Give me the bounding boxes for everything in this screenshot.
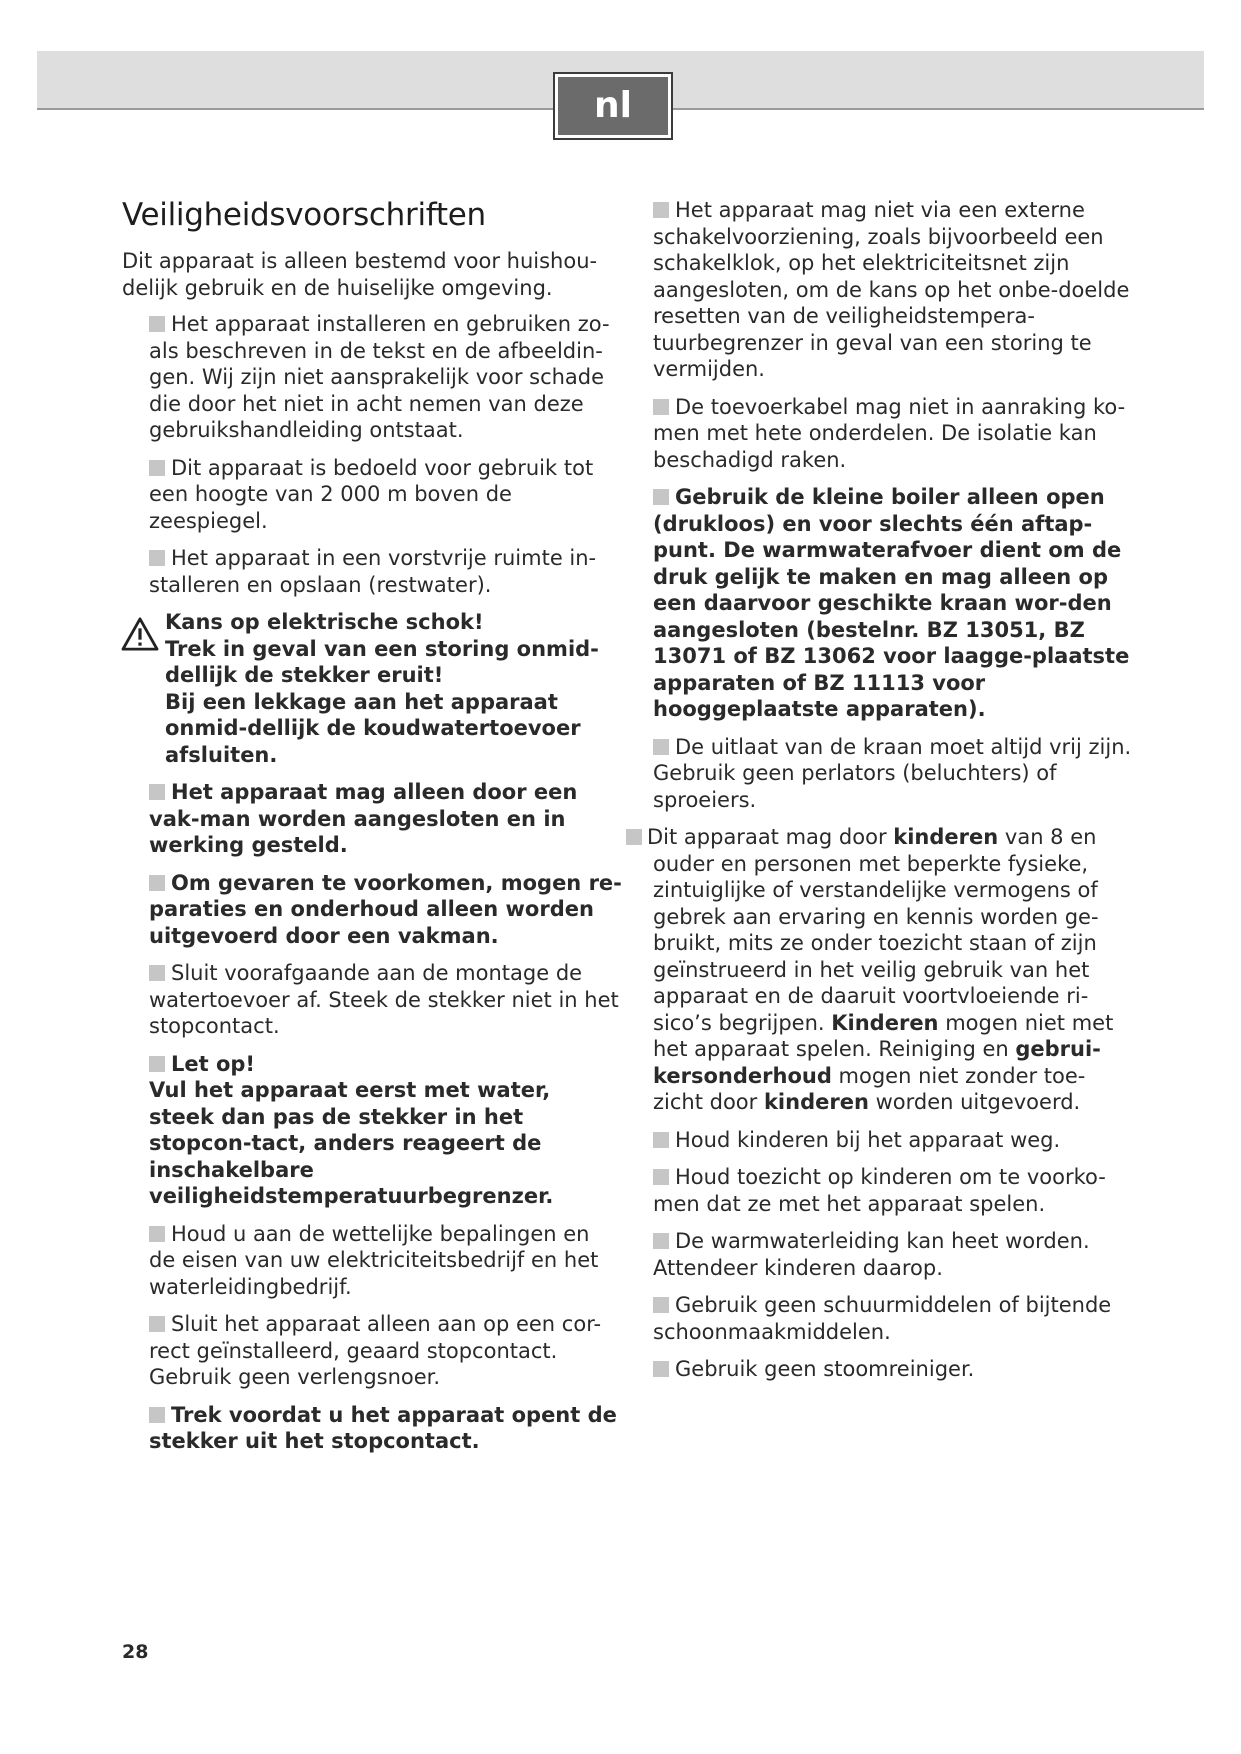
bullet-square-icon <box>149 784 165 800</box>
warning-line-2: Trek in geval van een storing onmid-dellijk de stekker eruit! <box>165 636 599 687</box>
let-op-heading: Let op! <box>171 1051 256 1076</box>
let-op-text: Vul het apparaat eerst met water, steek dan pas de stekker in het stopcon-tact, anders reageert de inschakelbare veiligheidstemperatuurbegrenzer. <box>149 1078 554 1208</box>
right-column <box>647 197 1133 1394</box>
bullet-square-icon <box>626 829 642 845</box>
warning-line-1: Kans op elektrische schok! <box>165 610 484 634</box>
page-title: Veiligheidsvoorschriften <box>122 197 486 233</box>
bullet-square-icon <box>653 399 669 415</box>
bullet-square-icon <box>149 1056 165 1072</box>
list-item: Gebruik geen schuurmiddelen of bijtende schoonmaakmiddelen. <box>653 1293 1112 1344</box>
bullet-square-icon <box>653 1169 669 1185</box>
list-item: Het apparaat mag alleen door een vak-man worden aangesloten en in werking gesteld. <box>149 780 578 857</box>
list-item: Het apparaat mag niet via een externe schakelvoorziening, zoals bijvoorbeeld een schakelklok, op het elektriciteitsnet zijn aangesloten, om de kans op het onbe-doelde resetten van de veiligheidstempera-tuurbegrenzer in geval van een storing te vermijden. <box>653 198 1130 381</box>
bullet-square-icon <box>653 1361 669 1377</box>
bullet-square-icon <box>653 489 669 505</box>
list-item: De toevoerkabel mag niet in aanraking ko-men met hete onderdelen. De isolatie kan beschadigd raken. <box>653 394 1126 472</box>
intro-text: Dit apparaat is alleen bestemd voor huishou-delijk gebruik en de huiselijke omgeving. <box>122 249 598 300</box>
list-item: Gebruik de kleine boiler alleen open (drukloos) en voor slechts één aftap-punt. De warmwaterafvoer dient om de druk gelijk te maken en mag alleen op een daarvoor geschikte kraan wor-den aangesloten (bestelnr. BZ 13051, BZ 13071 of BZ 13062 voor laagge-plaatste apparaten of BZ 11113 voor hooggeplaatste apparaten). <box>653 485 1130 721</box>
list-item: De warmwaterleiding kan heet worden. Attendeer kinderen daarop. <box>653 1229 1090 1280</box>
list-item: Dit apparaat is bedoeld voor gebruik tot een hoogte van 2 000 m boven de zeespiegel. <box>149 455 594 533</box>
list-item: Om gevaren te voorkomen, mogen re-paraties en onderhoud alleen worden uitgevoerd door een vakman. <box>149 870 622 948</box>
bullet-square-icon <box>149 965 165 981</box>
list-item: Houd u aan de wettelijke bepalingen en de eisen van uw elektriciteitsbedrijf en het waterleidingbedrijf. <box>149 1221 599 1299</box>
bullet-square-icon <box>653 739 669 755</box>
bullet-square-icon <box>653 1297 669 1313</box>
let-op-notice <box>149 1051 622 1210</box>
list-item: Het apparaat installeren en gebruiken zo-als beschreven in de tekst en de afbeeldin-gen. Wij zijn niet aansprakelijk voor schade die door het niet in acht nemen van deze gebruikshandleiding ontstaat. <box>149 312 610 442</box>
bullet-square-icon <box>149 1226 165 1242</box>
children-paragraph: Dit apparaat mag door kinderen van 8 en ouder en personen met beperkte fysieke, zintuiglijke of verstandelijke vermogens of gebrek aan ervaring en kennis worden ge-bruikt, mits ze onder toezicht staan of zijn geïnstrueerd in het veilig gebruik van het apparaat en de daaruit voortvloeiende ri-sico’s begrijpen. Kinderen mogen niet met het apparaat spelen. Reiniging en gebrui-kersonderhoud mogen niet zonder toe-zicht door kinderen worden uitgevoerd. <box>653 824 1133 1116</box>
bullet-square-icon <box>653 1233 669 1249</box>
list-item: Sluit voorafgaande aan de montage de watertoevoer af. Steek de stekker niet in het stopcontact. <box>149 961 619 1038</box>
list-item: Trek voordat u het apparaat opent de stekker uit het stopcontact. <box>149 1402 617 1453</box>
list-item: Houd kinderen bij het apparaat weg. <box>653 1127 1133 1154</box>
bullet-square-icon <box>653 1132 669 1148</box>
bullet-square-icon <box>149 460 165 476</box>
bullet-square-icon <box>149 1316 165 1332</box>
list-item: Houd toezicht op kinderen om te voorko-men dat ze met het apparaat spelen. <box>653 1165 1106 1216</box>
left-column <box>122 196 622 1466</box>
bullet-square-icon <box>653 202 669 218</box>
page-number: 28 <box>122 1641 149 1663</box>
language-label: nl <box>558 77 668 135</box>
bullet-square-icon <box>149 875 165 891</box>
bullet-square-icon <box>149 1407 165 1423</box>
warning-line-3: Bij een lekkage aan het apparaat onmid-dellijk de koudwatertoevoer afsluiten. <box>165 689 581 767</box>
bullet-square-icon <box>149 550 165 566</box>
list-item: Sluit het apparaat alleen aan op een cor-rect geïnstalleerd, geaard stopcontact. Gebruik geen verlengsnoer. <box>149 1312 602 1389</box>
bullet-square-icon <box>149 316 165 332</box>
list-item: Gebruik geen stoomreiniger. <box>653 1356 1133 1383</box>
electric-shock-warning <box>165 609 622 768</box>
warning-triangle-icon <box>121 617 159 651</box>
language-badge <box>553 72 673 140</box>
list-item: De uitlaat van de kraan moet altijd vrij zijn. Gebruik geen perlators (beluchters) of sproeiers. <box>653 734 1132 812</box>
list-item: Het apparaat in een vorstvrije ruimte in-stalleren en opslaan (restwater). <box>149 546 597 597</box>
